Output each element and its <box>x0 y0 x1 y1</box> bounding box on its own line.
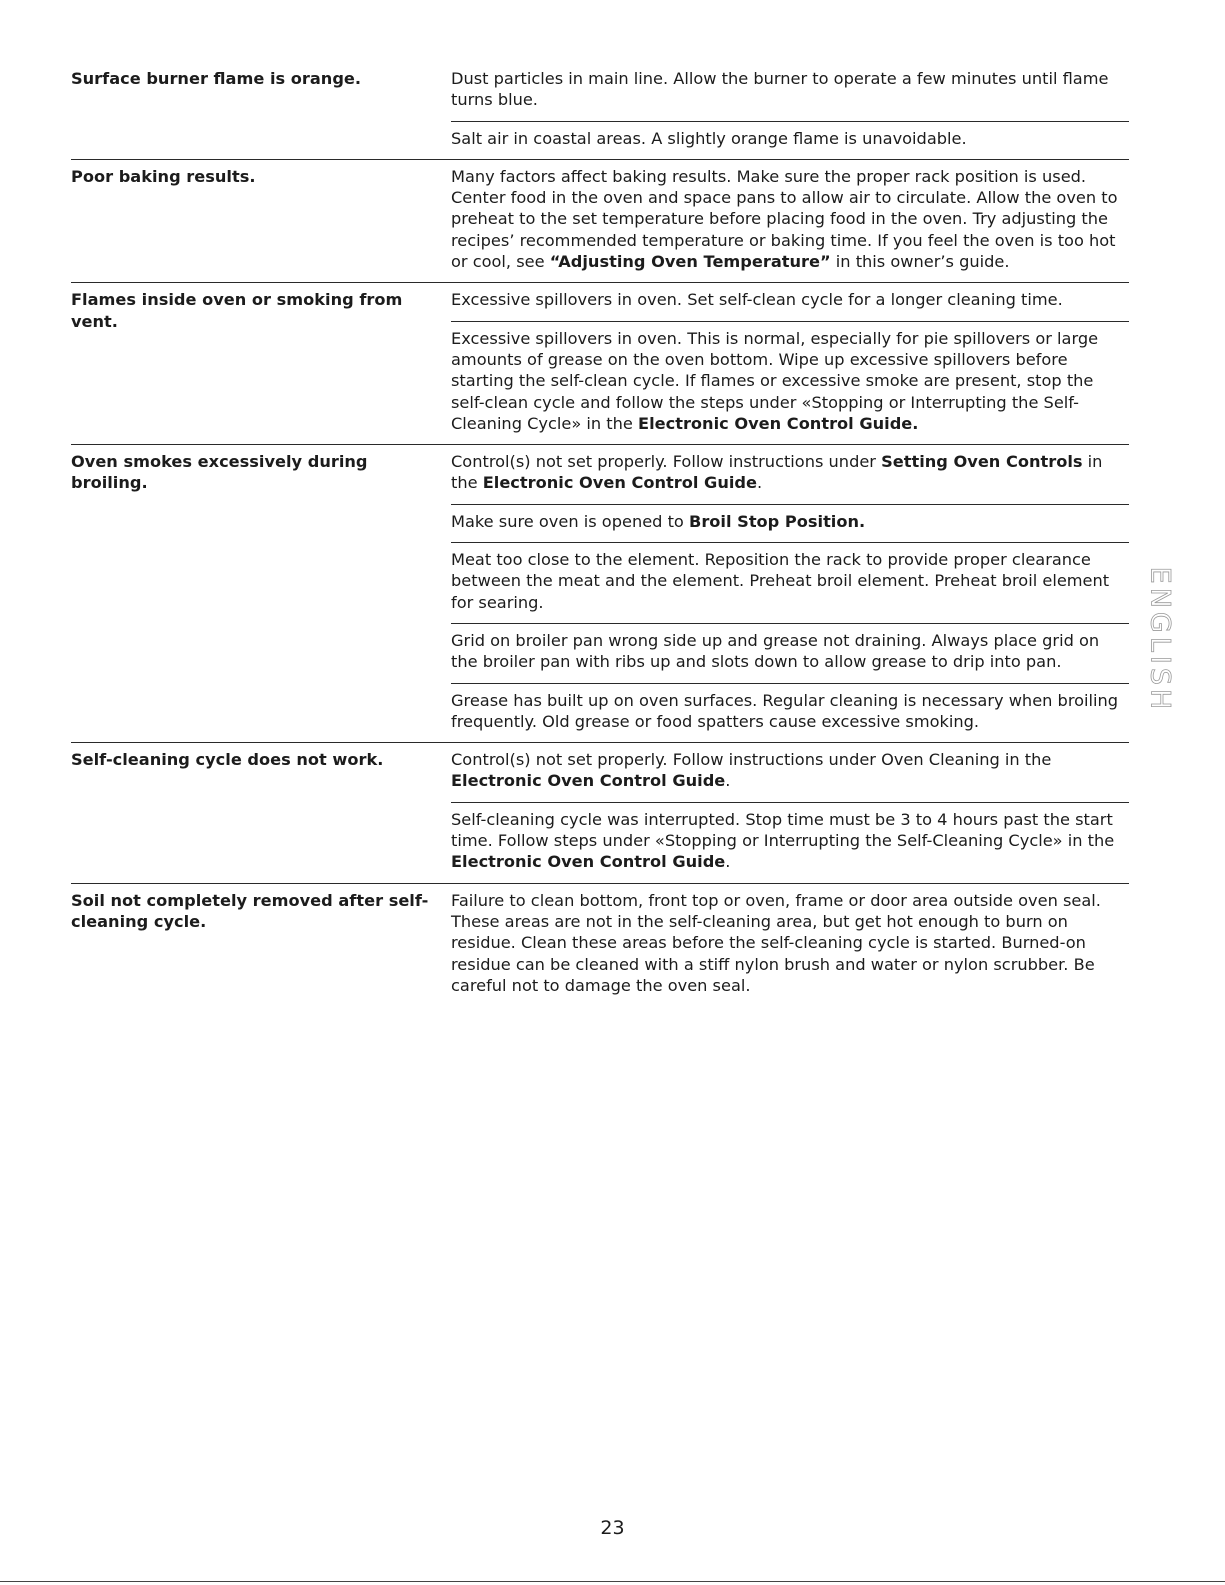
text-run: Self-cleaning cycle was interrupted. Stop time must be 3 to 4 hours past the start time. Follow steps under «Stopping or Interrupting the Self-Cleaning Cycle» in the <box>451 809 1115 851</box>
solution-text <box>451 743 1129 803</box>
solution-text <box>451 445 1129 505</box>
side-tab-label: ENGLISH <box>1144 566 1176 714</box>
table-row <box>71 884 1129 1006</box>
text-run: Salt air in coastal areas. A slightly orange flame is unavoidable. <box>451 128 967 148</box>
solution-text <box>451 505 1129 543</box>
problem-label: Flames inside oven or smoking from vent. <box>71 290 403 331</box>
bold-reference: Electronic Oven Control Guide <box>482 473 757 493</box>
text-run: Excessive spillovers in oven. Set self-clean cycle for a longer cleaning time. <box>451 290 1063 310</box>
page-number: 23 <box>600 1517 625 1539</box>
text-run: Grid on broiler pan wrong side up and grease not draining. Always place grid on the broiler pan with ribs up and slots down to allow grease to drip into pan. <box>451 630 1100 672</box>
solution-text <box>451 122 1129 159</box>
table-row <box>71 160 1129 283</box>
solution-text <box>451 62 1129 122</box>
solutions-cell <box>451 283 1129 444</box>
troubleshooting-table <box>71 62 1129 1006</box>
bold-reference: Electronic Oven Control Guide <box>451 852 726 872</box>
table-row <box>71 445 1129 743</box>
text-run: Dust particles in main line. Allow the burner to operate a few minutes until flame turns blue. <box>451 69 1109 110</box>
table-row <box>71 62 1129 160</box>
solution-text <box>451 884 1129 1006</box>
solution-text <box>451 543 1129 624</box>
solution-text <box>451 283 1129 321</box>
solution-text <box>451 803 1129 883</box>
text-run: Excessive spillovers in oven. This is normal, especially for pie spillovers or large amounts of grease on the oven bottom. Wipe up excessive spillovers before starting the self-clean cycle. If flames or excessive smoke are present, stop the self-clean cycle and follow the steps under «Stopping or Interrupting the Self-Cleaning Cycle» in the <box>451 328 1099 433</box>
text-run: . <box>725 771 731 791</box>
text-run: Make sure oven is opened to <box>451 511 689 531</box>
bold-reference: Setting Oven Controls <box>881 452 1083 472</box>
bold-reference: Electronic Oven Control Guide <box>451 771 726 791</box>
solutions-cell <box>451 884 1129 1006</box>
problem-label: Self-cleaning cycle does not work. <box>71 750 384 770</box>
text-run: in the <box>451 452 1103 493</box>
solutions-cell <box>451 743 1129 882</box>
solution-text <box>451 684 1129 743</box>
solutions-cell <box>451 160 1129 282</box>
text-run: . <box>756 473 763 493</box>
bold-reference: “Adjusting Oven Temperature” <box>549 252 831 272</box>
solutions-cell <box>451 62 1129 159</box>
solution-text <box>451 624 1129 684</box>
table-row <box>71 283 1129 445</box>
text-run: . <box>725 852 731 872</box>
problem-label: Surface burner flame is orange. <box>71 69 362 88</box>
text-run: Control(s) not set properly. Follow instructions under <box>451 452 882 472</box>
text-run: Control(s) not set properly. Follow instructions under Oven Cleaning in the <box>451 750 1052 770</box>
problem-label: Soil not completely removed after self-cleaning cycle. <box>71 890 429 931</box>
bold-reference: Broil Stop Position. <box>688 511 866 531</box>
problem-label: Oven smokes excessively during broiling. <box>71 452 368 493</box>
solutions-cell <box>451 445 1129 742</box>
table-row <box>71 743 1129 883</box>
bottom-rule <box>0 1581 1225 1582</box>
text-run: in this owner’s guide. <box>830 252 1010 272</box>
bold-reference: Electronic Oven Control Guide. <box>638 413 919 433</box>
solution-text <box>451 322 1129 444</box>
text-run: Many factors affect baking results. Make sure the proper rack position is used. Center food in the oven and space pans to allow air to circulate. Allow the oven to preheat to the set temperature before placing food in the oven. Try adjusting the recipes’ recommended temperature or baking time. If you feel the oven is too hot or cool, see <box>451 166 1118 272</box>
text-run: Meat too close to the element. Reposition the rack to provide proper clearance between the meat and the element. Preheat broil element. Preheat broil element for searing. <box>451 550 1110 612</box>
problem-label: Poor baking results. <box>71 166 256 186</box>
text-run: Failure to clean bottom, front top or oven, frame or door area outside oven seal. These areas are not in the self-cleaning area, but get hot enough to burn on residue. Clean these areas before the self-cleaning cycle is started. Burned-on residue can be cleaned with a stiff nylon brush and water or nylon scrubber. Be careful not to damage the oven seal. <box>451 890 1101 995</box>
text-run: Grease has built up on oven surfaces. Regular cleaning is necessary when broiling frequently. Old grease or food spatters cause excessive smoking. <box>451 690 1119 731</box>
solution-text <box>451 160 1129 282</box>
